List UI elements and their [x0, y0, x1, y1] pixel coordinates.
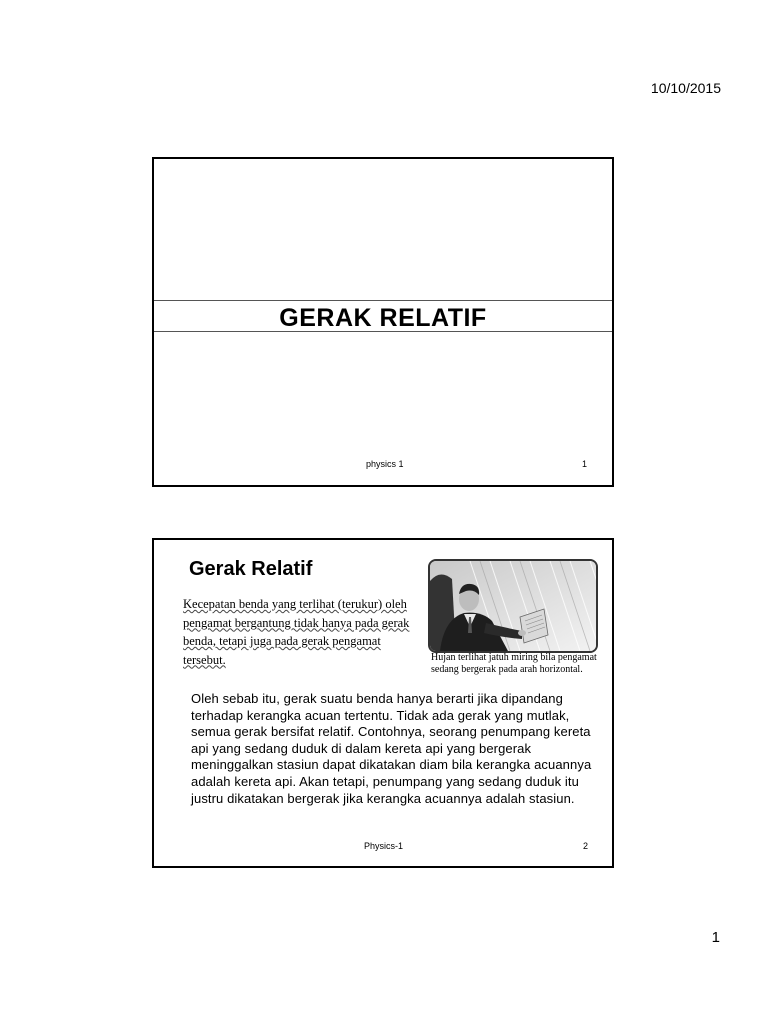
slide-2-title: Gerak Relatif — [189, 558, 313, 580]
page-date: 10/10/2015 — [650, 80, 721, 96]
body-paragraph: Oleh sebab itu, gerak suatu benda hanya berarti jika dipandang terhadap kerangka acuan tertentu. Tidak ada gerak yang mutlak, semua gerak bersifat relatif. Contohnya, seorang penumpang kereta api yang sedang duduk di dalam kereta api yang bergerak meninggalkan stasiun dapat dikatakan diam bila kerangka acuannya adalah kereta api. Akan tetapi, penumpang yang sedang duduk itu justru dikatakan bergerak jika kerangka acuannya adalah stasiun. — [191, 691, 592, 806]
passenger-rain-illustration — [428, 559, 598, 653]
definition-text: Kecepatan benda yang terlihat (terukur) oleh pengamat bergantung tidak hanya pada gerak benda, tetapi juga pada gerak pengamat tersebut. — [183, 597, 410, 667]
slide-2-footer-label: Physics-1 — [364, 841, 404, 851]
passenger-rain-image — [430, 561, 596, 651]
slide-1 — [152, 157, 614, 487]
figure-caption: Hujan terlihat jatuh miring bila pengamat sedang bergerak pada arah horizontal. — [431, 652, 597, 675]
slide-1-footer-number: 1 — [582, 459, 588, 469]
slide-1-title: GERAK RELATIF — [279, 304, 487, 332]
page-number: 1 — [711, 929, 720, 946]
slide-1-footer-label: physics 1 — [366, 459, 404, 469]
slide-2 — [152, 538, 614, 868]
slide-2-footer-number: 2 — [583, 841, 589, 851]
